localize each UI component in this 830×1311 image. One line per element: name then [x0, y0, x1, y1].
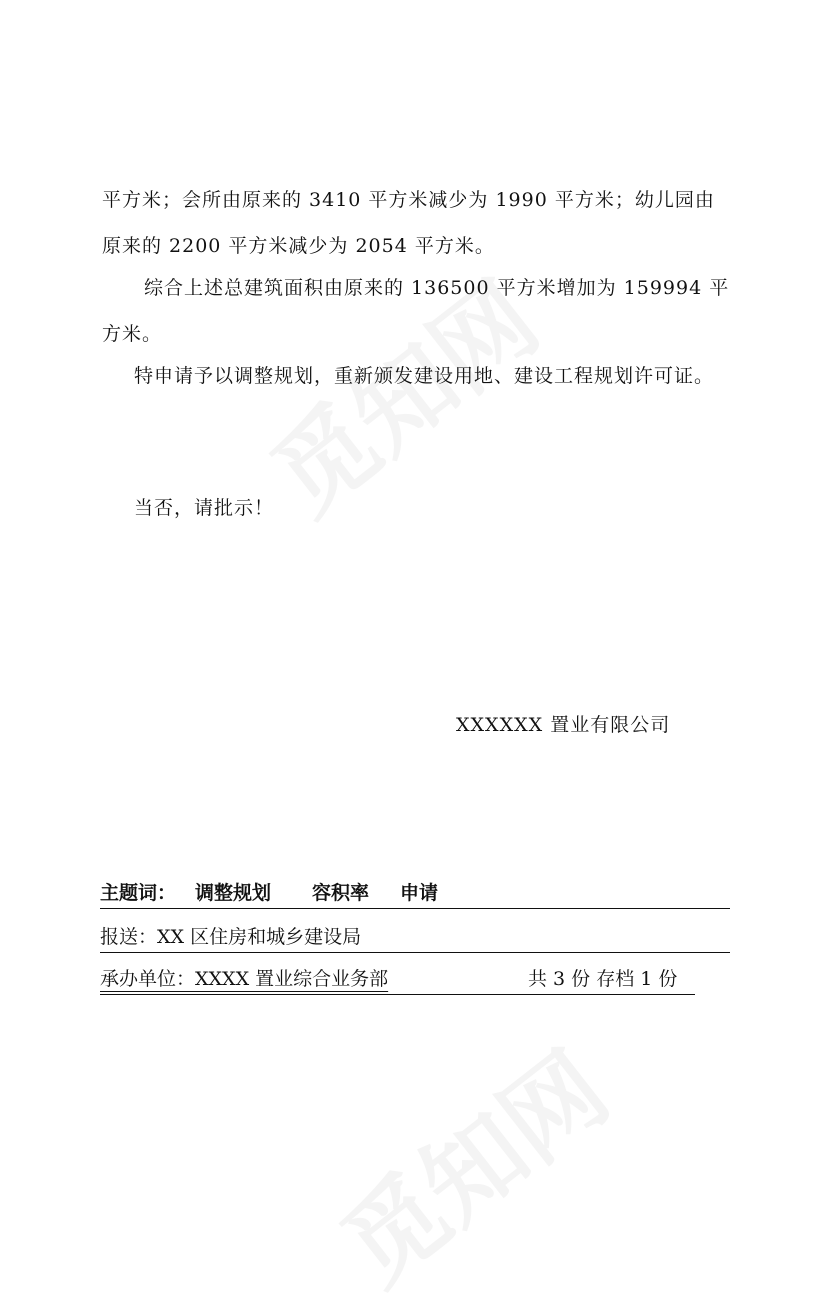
handled-by-row — [100, 964, 730, 994]
sent-to-text: 报送：XX 区住房和城乡建设局 — [100, 926, 362, 948]
paragraph-total-area: 综合上述总建筑面积由原来的 136500 平方米增加为 159994 平方米。 — [102, 277, 730, 345]
paragraph-request: 特申请予以调整规划，重新颁发建设用地、建设工程规划许可证。 — [134, 365, 715, 387]
subject-term: 申请 — [400, 882, 439, 904]
handled-by-unit: 承办单位：XXXX 置业综合业务部 — [100, 968, 389, 990]
subject-terms-row — [100, 878, 730, 909]
paragraph-area-changes: 平方米；会所由原来的 3410 平方米减少为 1990 平方米；幼儿园由原来的 2200 平方米减少为 2054 平方米。 — [102, 189, 715, 257]
copies-text: 共 3 份 存档 1 份 — [528, 968, 678, 990]
sent-to-row — [100, 922, 730, 953]
signature-company: XXXXXX 置业有限公司 — [456, 714, 671, 736]
subject-term: 调整规划 — [195, 882, 272, 904]
subject-label: 主题词： — [100, 882, 177, 904]
subject-term: 容积率 — [312, 882, 370, 904]
watermark-text-bottom — [307, 1013, 632, 1311]
closing-line: 当否，请批示！ — [134, 497, 275, 519]
